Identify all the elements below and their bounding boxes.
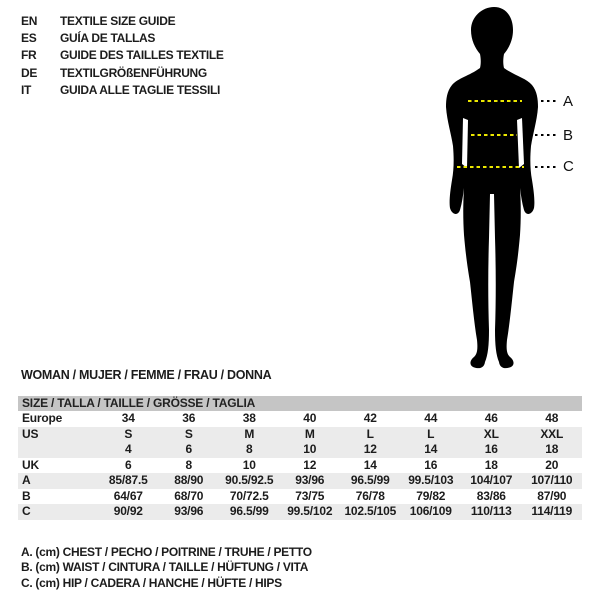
row-label: C (22, 504, 31, 518)
size-cell: 14 (424, 442, 438, 456)
size-cell: S (124, 426, 133, 441)
size-cell: 36 (182, 411, 196, 425)
row-label (18, 442, 98, 458)
size-cell: 76/78 (355, 488, 385, 503)
size-cell: 12 (363, 442, 377, 456)
size-cell: 4 (125, 442, 132, 456)
size-cell: 88/90 (174, 473, 204, 487)
language-label: TEXTILGRÖßENFÜHRUNG (60, 65, 207, 80)
row-label: A (22, 473, 31, 487)
size-cell: 99.5/103 (408, 473, 454, 487)
size-cell: 10 (303, 442, 317, 456)
language-row (21, 47, 224, 64)
size-cell: M (304, 426, 315, 441)
size-table-body (18, 411, 582, 520)
section-title: WOMAN / MUJER / FEMME / FRAU / DONNA (21, 368, 272, 382)
row-label: UK (22, 457, 39, 472)
size-cell: 40 (303, 411, 317, 425)
size-cell: 34 (121, 411, 135, 425)
size-cell: 96.5/99 (229, 504, 269, 518)
size-cell: XL (483, 426, 499, 441)
size-cell: 12 (303, 457, 317, 472)
size-cell: 8 (185, 457, 192, 472)
size-cell: 44 (424, 411, 438, 425)
table-row (18, 411, 582, 427)
size-cell: 99.5/102 (287, 504, 333, 518)
woman-silhouette-icon (420, 0, 580, 375)
size-cell: 38 (242, 411, 256, 425)
size-cell: 104/107 (470, 473, 513, 487)
table-row (18, 504, 582, 520)
size-table-header: SIZE / TALLA / TAILLE / GRÖSSE / TAGLIA (18, 396, 582, 411)
size-cell: 114/119 (531, 504, 573, 518)
size-cell: L (366, 426, 374, 441)
size-cell: 93/96 (295, 473, 325, 487)
size-cell: 85/87.5 (108, 473, 148, 487)
size-cell: XXL (540, 426, 564, 441)
size-cell: 8 (246, 442, 253, 456)
legend-line-hip: C. (cm) HIP / CADERA / HANCHE / HÜFTE / HIPS (21, 575, 282, 590)
size-cell: 14 (363, 457, 377, 472)
size-cell: 64/67 (113, 488, 143, 503)
size-cell: 18 (484, 457, 498, 472)
size-cell: 46 (484, 411, 498, 425)
size-cell: 90.5/92.5 (225, 473, 274, 487)
size-cell: 102.5/105 (344, 504, 397, 518)
table-row (18, 489, 582, 505)
size-cell: 79/82 (416, 488, 446, 503)
row-label: B (22, 488, 31, 503)
measurement-legend (21, 545, 312, 591)
size-cell: L (427, 426, 435, 441)
size-cell: 6 (185, 442, 192, 456)
language-list (21, 13, 224, 99)
marker-label-hip: C (563, 158, 574, 175)
size-cell: 90/92 (113, 504, 143, 518)
size-cell: 16 (484, 442, 498, 456)
language-code: IT (21, 82, 32, 97)
language-code: ES (21, 31, 37, 46)
size-cell: 96.5/99 (350, 473, 390, 487)
language-label: GUÍA DE TALLAS (60, 31, 156, 46)
size-cell: 106/109 (409, 504, 452, 518)
size-cell: 18 (545, 442, 559, 456)
size-cell: 20 (545, 457, 559, 472)
size-cell: 83/86 (476, 488, 506, 503)
legend-line-chest: A. (cm) CHEST / PECHO / POITRINE / TRUHE / PETTO (21, 545, 312, 559)
language-row (21, 82, 224, 99)
language-code: FR (21, 48, 37, 63)
legend-line-waist: B. (cm) WAIST / CINTURA / TAILLE / HÜFTUNG / VITA (21, 560, 309, 575)
marker-label-chest: A (563, 93, 574, 110)
row-label: Europe (22, 411, 63, 425)
size-cell: 70/72.5 (229, 488, 269, 503)
size-cell: 42 (363, 411, 377, 425)
woman-figure (420, 0, 600, 375)
marker-label-waist: B (563, 127, 574, 144)
table-row (18, 442, 582, 458)
size-cell: 16 (424, 457, 438, 472)
size-cell: 110/113 (470, 504, 512, 518)
size-cell: 93/96 (174, 504, 204, 518)
size-cell: 87/90 (537, 488, 567, 503)
language-code: EN (21, 14, 38, 28)
language-label: GUIDA ALLE TAGLIE TESSILI (60, 82, 221, 97)
language-row (21, 65, 224, 82)
size-cell: 48 (545, 411, 559, 425)
table-row (18, 427, 582, 443)
language-row (21, 30, 224, 47)
table-row (18, 458, 582, 474)
language-code: DE (21, 65, 38, 80)
row-label: US (22, 426, 39, 441)
size-cell: S (184, 426, 193, 441)
size-cell: 10 (242, 457, 256, 472)
size-table (18, 396, 582, 520)
table-row (18, 473, 582, 489)
size-cell: 68/70 (174, 488, 204, 503)
language-row (21, 13, 224, 30)
language-label: GUIDE DES TAILLES TEXTILE (60, 48, 224, 63)
size-cell: 73/75 (295, 488, 325, 503)
language-label: TEXTILE SIZE GUIDE (60, 14, 176, 28)
size-cell: M (244, 426, 255, 441)
size-cell: 107/110 (531, 473, 573, 487)
size-cell: 6 (125, 457, 132, 472)
